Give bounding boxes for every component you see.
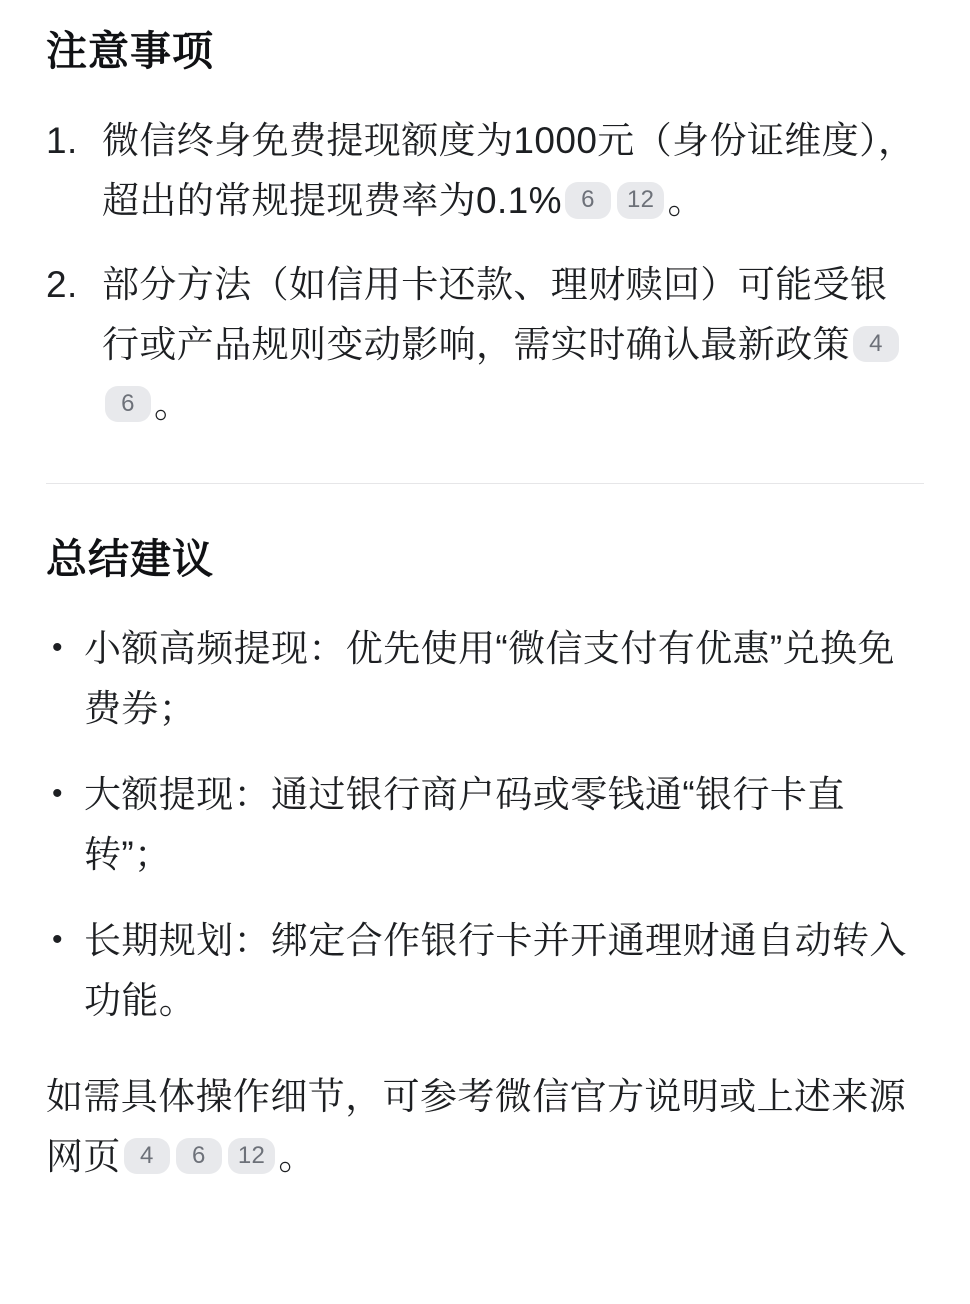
list-item [46, 619, 924, 739]
list-item-text: 大额提现：通过银行商户码或零钱通“银行卡直转”； [84, 774, 845, 875]
citation-chip[interactable]: 6 [176, 1138, 222, 1174]
list-item-text-tail: 。 [154, 384, 192, 425]
notes-list [46, 111, 924, 435]
list-item-text: 长期规划：绑定合作银行卡并开通理财通自动转入功能。 [84, 919, 907, 1021]
page-title-summary: 总结建议 [46, 535, 214, 582]
list-item-text: 部分方法（如信用卡还款、理财赎回）可能受银行或产品规则变动影响，需实时确认最新政策 [102, 264, 888, 366]
closing-paragraph [46, 1067, 924, 1187]
closing-text-tail: 。 [278, 1135, 316, 1177]
list-item [46, 765, 924, 885]
list-item-text: 微信终身免费提现额度为1000元（身份证维度），超出的常规提现费率为0.1% [102, 120, 916, 222]
citation-chip[interactable]: 4 [853, 326, 899, 362]
list-item [46, 911, 924, 1031]
citation-chip[interactable]: 6 [565, 182, 611, 218]
citation-chip[interactable]: 4 [124, 1138, 170, 1174]
list-item [46, 111, 924, 231]
bullet-marker: • [52, 777, 63, 811]
citation-chip[interactable]: 6 [105, 386, 151, 422]
bullet-marker: • [52, 631, 63, 665]
list-item-number: 1. [46, 120, 78, 162]
section-divider [46, 483, 924, 484]
list-item-text-tail: 。 [667, 180, 705, 222]
bullet-marker: • [52, 922, 63, 956]
list-item [46, 255, 924, 435]
citation-chip[interactable]: 12 [617, 182, 665, 218]
page-title-notes: 注意事项 [46, 28, 214, 74]
summary-list [46, 619, 924, 1031]
list-item-text: 小额高频提现：优先使用“微信支付有优惠”兑换免费券； [84, 628, 895, 730]
list-item-number: 2. [46, 264, 78, 306]
citation-chip[interactable]: 12 [228, 1138, 276, 1174]
closing-text: 如需具体操作细节，可参考微信官方说明或上述来源网页 [46, 1075, 907, 1177]
